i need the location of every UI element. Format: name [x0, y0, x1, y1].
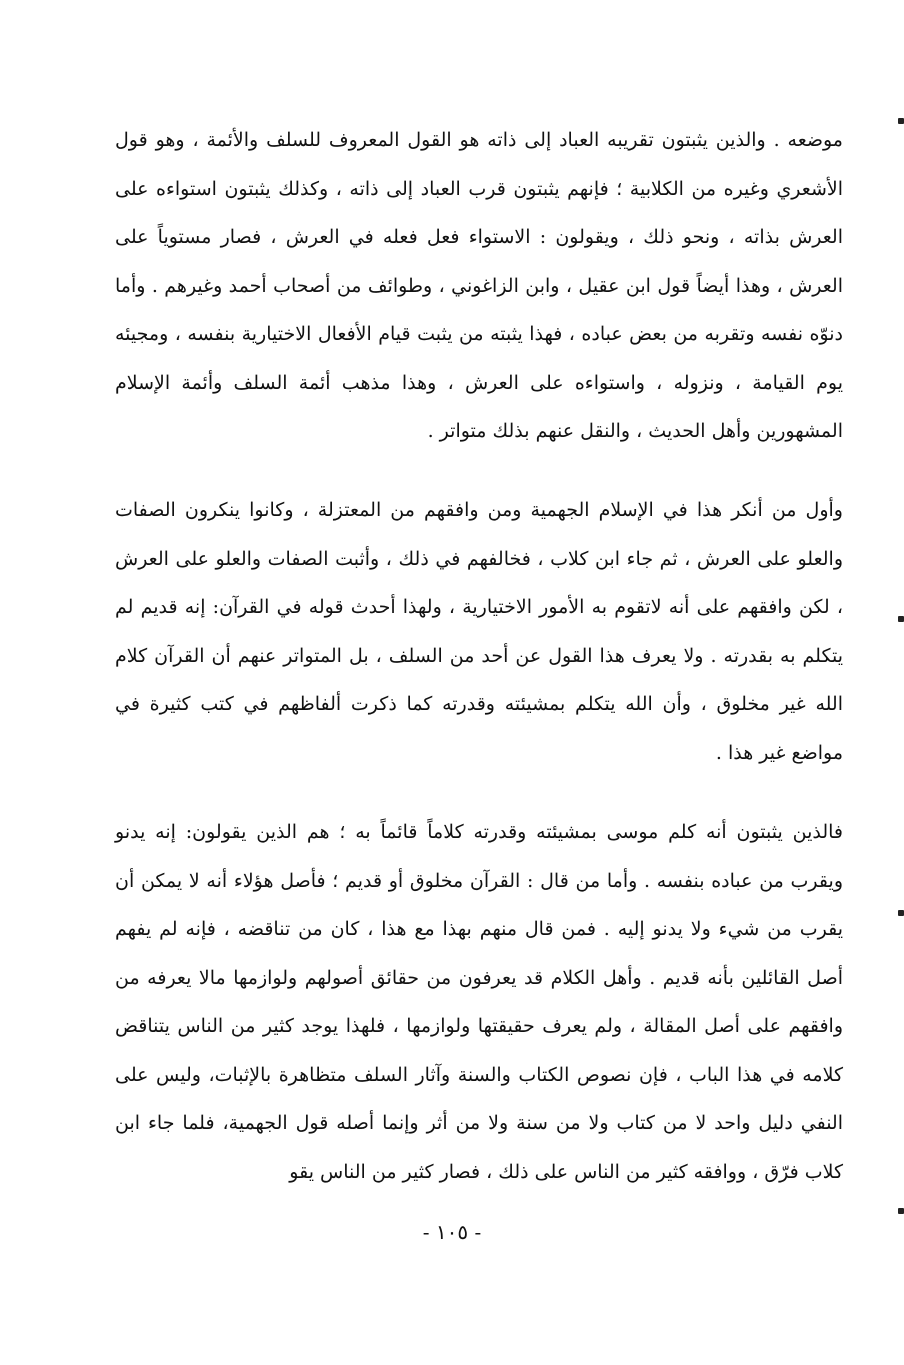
margin-mark: [898, 118, 904, 124]
paragraph-1: موضعه . والذين يثبتون تقريبه العباد إلى ذاته هو القول المعروف للسلف والأئمة ، وهو قول الأشعري وغيره من الكلابية ؛ فإنهم يثبتون قرب العباد إلى ذاته ، وكذلك يثبتون استواءه على العرش بذاته ، ونحو ذلك ، ويقولون : الاستواء فعل فعله في العرش ، فصار مستوياً على العرش ، وهذا أيضاً قول ابن عقيل ، وابن الزاغوني ، وطوائف من أصحاب أحمد وغيرهم . وأما دنوّه نفسه وتقربه من بعض عباده ، فهذا يثبته من يثبت قيام الأفعال الاختيارية بنفسه ، ومجيئه يوم القيامة ، ونزوله ، واستواءه على العرش ، وهذا مذهب أئمة السلف وأئمة الإسلام المشهورين وأهل الحديث ، والنقل عنهم بذلك متواتر .: [115, 129, 843, 442]
paragraph-3: فالذين يثبتون أنه كلم موسى بمشيئته وقدرته كلاماً قائماً به ؛ هم الذين يقولون: إنه يدنو ويقرب من عباده بنفسه . وأما من قال : القرآن مخلوق أو قديم ؛ فأصل هؤلاء أنه لا يمكن أن يقرب من شيء ولا يدنو إليه . فمن قال منهم بهذا مع هذا ، كان من تناقضه ، فإنه لم يفهم أصل القائلين بأنه قديم . وأهل الكلام قد يعرفون من حقائق أصولهم ولوازمها مالا يعرفه من وافقهم على أصل المقالة ، ولم يعرف حقيقتها ولوازمها ، فلهذا يوجد كثير من الناس يتناقض كلامه في هذا الباب ، فإن نصوص الكتاب والسنة وآثار السلف متظاهرة بالإثبات، وليس على النفي دليل واحد لا من كتاب ولا من سنة ولا من أثر وإنما أصله قول الجهمية، فلما جاء ابن كلاب فرّق ، ووافقه كثير من الناس على ذلك ، فصار كثير من الناس يقو: [115, 821, 843, 1183]
margin-mark: [898, 616, 904, 622]
page-number: - ١٠٥ -: [422, 1220, 482, 1244]
margin-mark: [898, 910, 904, 916]
paragraph-2: وأول من أنكر هذا في الإسلام الجهمية ومن وافقهم من المعتزلة ، وكانوا ينكرون الصفات والعلو على العرش ، ثم جاء ابن كلاب ، فخالفهم في ذلك ، وأثبت الصفات والعلو على العرش ، لكن وافقهم على أنه لاتقوم به الأمور الاختيارية ، ولهذا أحدث قوله في القرآن: إنه قديم لم يتكلم به بقدرته . ولا يعرف هذا القول عن أحد من السلف ، بل المتواتر عنهم أن القرآن كلام الله غير مخلوق ، وأن الله يتكلم بمشيئته وقدرته كما ذكرت ألفاظهم في كتب كثيرة في مواضع غير هذا .: [115, 499, 843, 764]
margin-mark: [898, 1208, 904, 1214]
